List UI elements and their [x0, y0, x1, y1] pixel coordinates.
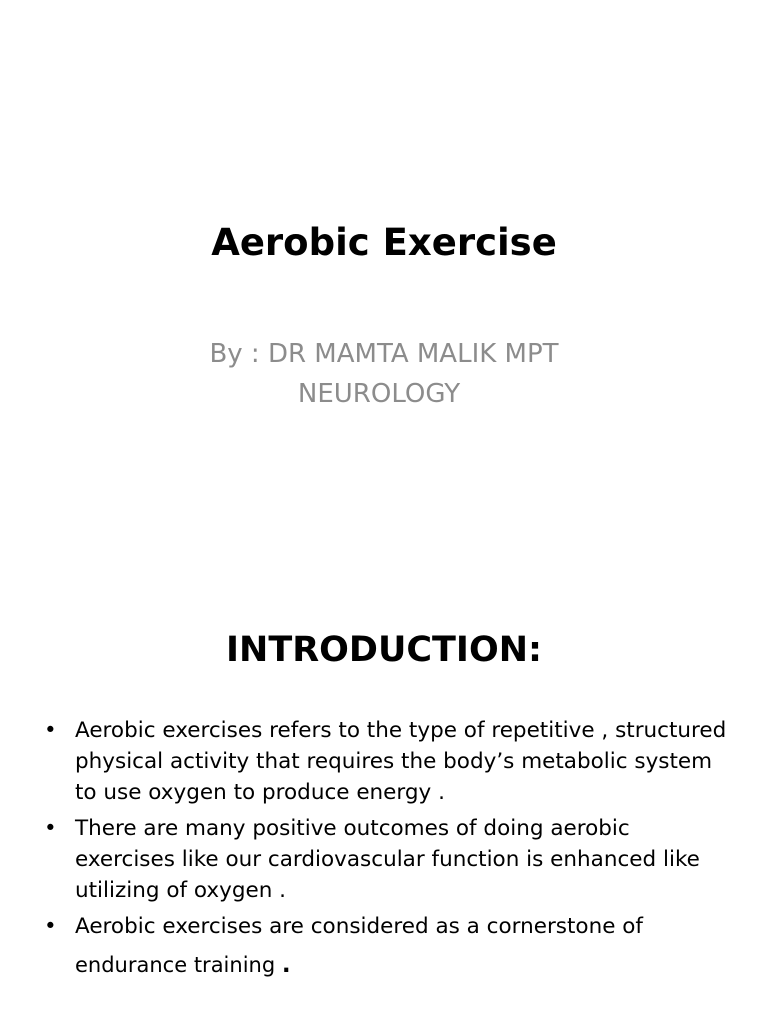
bullet-tail-text: endurance training [75, 953, 276, 977]
subtitle-line-1: By : DR MAMTA MALIK MPT [209, 339, 559, 369]
bullet-text: There are many positive outcomes of doing aerobic exercises like our cardiovascular function is enhanced like utilizing of oxygen . [75, 816, 700, 903]
list-item [44, 813, 734, 906]
slide-title: INTRODUCTION: [226, 630, 542, 670]
bullet-text: Aerobic exercises refers to the type of repetitive , structured physical activity that requires the body’s metabolic system to use oxygen to produce energy . [75, 718, 727, 805]
bullet-icon: • [44, 914, 57, 939]
bullet-icon: • [44, 816, 57, 841]
bullet-text: Aerobic exercises are considered as a cornerstone of [75, 914, 643, 939]
list-item [44, 715, 734, 808]
bullet-list [44, 715, 734, 986]
introduction-slide [0, 512, 768, 1024]
list-item [44, 911, 734, 981]
slide-subtitle [0, 334, 768, 414]
slide-title: Aerobic Exercise [211, 221, 557, 264]
subtitle-line-2: NEUROLOGY [297, 379, 461, 409]
bullet-tail-period: . [281, 952, 291, 978]
bullet-icon: • [44, 718, 57, 743]
bullet-text-continuation [75, 950, 734, 981]
